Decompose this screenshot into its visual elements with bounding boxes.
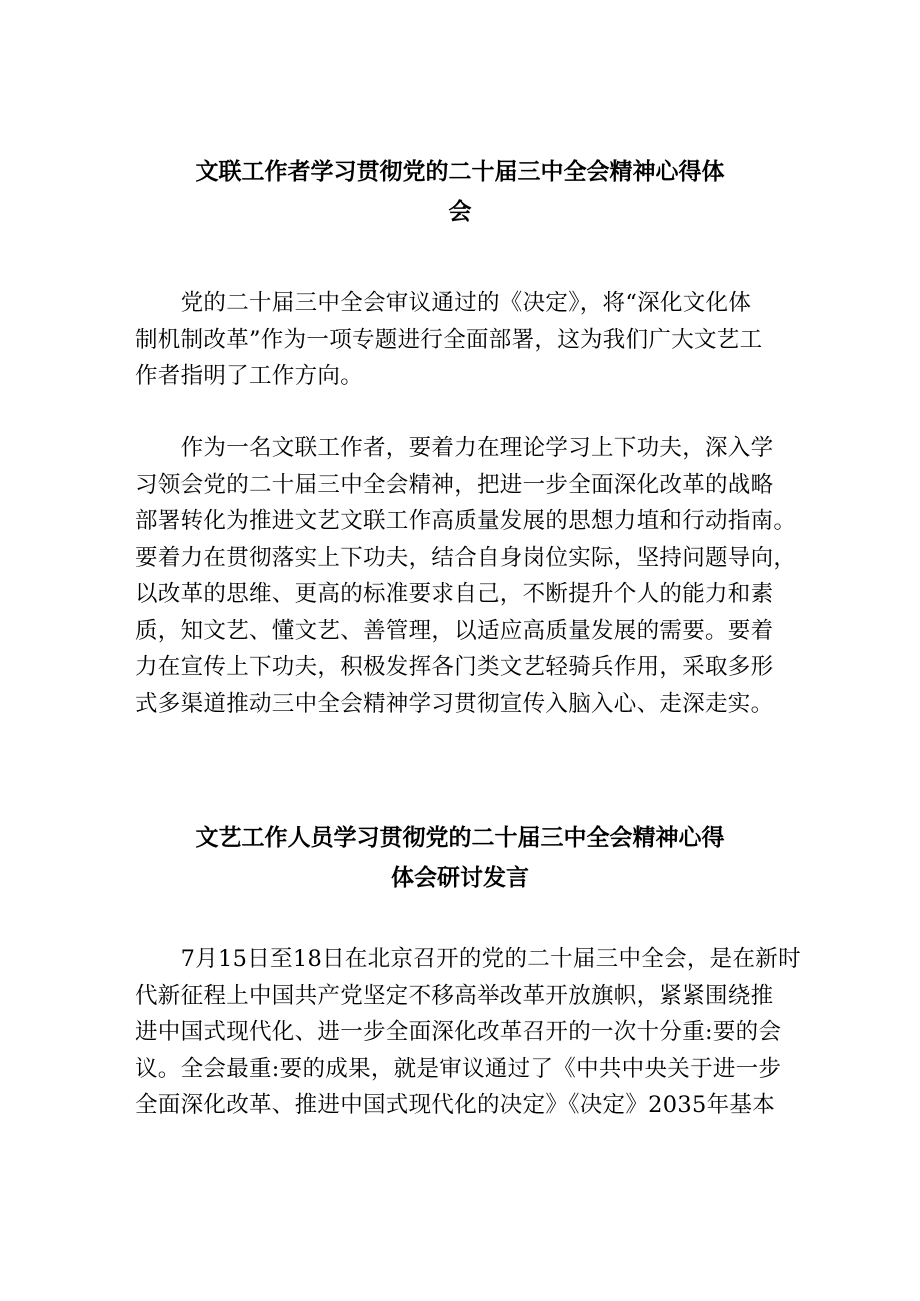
article-2-title <box>130 818 790 898</box>
text-line: 式多渠道推动三中全会精神学习贯彻宣传入脑入心、走深走实。 <box>135 690 774 717</box>
text-line: 力在宣传上下功夫，积极发挥各门类文艺轻骑兵作用，采取多形 <box>135 654 774 680</box>
text-line: 进中国式现代化、进一步全面深化改革召开的一次十分重:要的会 <box>135 1019 782 1045</box>
article-2-title-line: 体会研讨发言 <box>391 865 529 891</box>
text-line: 全面深化改革、推进中国式现代化的决定》《决定》2035年基本 <box>135 1092 776 1118</box>
text-line: 7月15日至18日在北京召开的党的二十届三中全会，是在新时 <box>135 946 801 972</box>
article-1-title-line: 会 <box>448 199 472 225</box>
text-line: 要着力在贯彻落实上下功夫，结合自身岗位实际，坚持问题导向， <box>135 544 797 571</box>
text-line: 质，知文艺、懂文艺、善管理，以适应高质量发展的需要。要着 <box>135 617 774 644</box>
text-line: 制机制改革”作为一项专题进行全面部署，这为我们广大文艺工 <box>135 326 763 353</box>
article-2-paragraph-1 <box>135 941 801 1124</box>
text-line: 党的二十届三中全会审议通过的《决定》，将“深化文化体 <box>135 290 752 316</box>
article-1-paragraph-2 <box>135 430 797 722</box>
text-line: 习领会党的二十届三中全会精神，把进一步全面深化改革的战略 <box>135 471 774 498</box>
text-line: 议。全会最重:要的成果，就是审议通过了《中共中央关于进一步 <box>135 1055 782 1082</box>
article-1-paragraph-1 <box>135 285 790 395</box>
text-line: 以改革的思维、更高的标准要求自己，不断提升个人的能力和素 <box>135 581 774 607</box>
text-line: 作为一名文联工作者，要着力在理论学习上下功夫，深入学 <box>135 435 774 461</box>
article-1-title <box>130 152 790 232</box>
text-line: 部署转化为推进文艺文联工作高质量发展的思想力埴和行动指南。 <box>135 508 797 534</box>
article-1-title-line: 文联工作者学习贯彻党的二十届三中全会精神心得体 <box>195 159 725 185</box>
text-line: 代新征程上中国共产党坚定不移高举改革开放旗帜，紧紧围绕推 <box>135 982 774 1009</box>
text-line: 作者指明了工作方向。 <box>135 363 364 389</box>
article-2-title-line: 文艺工作人员学习贯彻党的二十届三中全会精神心得 <box>195 825 725 851</box>
